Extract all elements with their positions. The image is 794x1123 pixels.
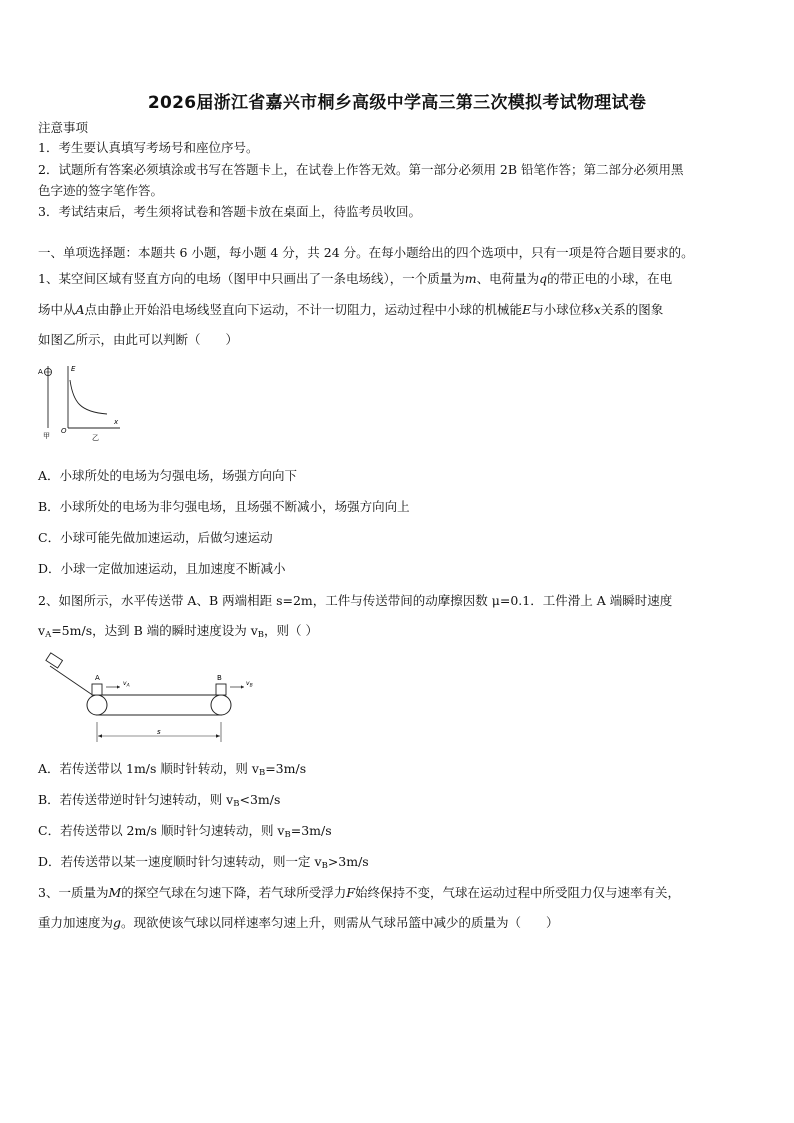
q1-text: 的带正电的小球，在电 — [547, 271, 673, 286]
q2-option-c — [38, 822, 760, 840]
incline-ramp — [50, 666, 94, 696]
block-a — [92, 684, 102, 695]
q1-text: 场中从 — [38, 302, 76, 317]
fig1-label-A: A — [38, 368, 43, 376]
q1-option-a: A．小球所处的电场为匀强电场，场强方向向下 — [38, 468, 298, 483]
fig2-label-A: A — [95, 674, 100, 682]
q2-option-b — [38, 791, 760, 809]
q2-text: ，则（ ） — [264, 623, 319, 638]
q2-sub: A — [45, 630, 52, 640]
q3-text: 的探空气球在匀速下降，若气球所受浮力 — [121, 885, 347, 900]
page-title: 2026届浙江省嘉兴市桐乡高级中学高三第三次模拟考试物理试卷 — [147, 93, 647, 113]
q1-line-2 — [38, 301, 760, 319]
q1-line-1 — [38, 270, 760, 288]
q1-var-m: m — [464, 271, 477, 286]
q1-option-b: B．小球所处的电场为非匀强电场，且场强不断减小，场强方向向上 — [38, 499, 410, 514]
q2-option-c-tail: =3m/s — [290, 823, 332, 838]
q3-var-F: F — [346, 885, 355, 900]
q3-text: 。现欲使该气球以同样速率匀速上升，则需从气球吊篮中减少的质量为（ ） — [121, 915, 559, 930]
q1-text: 1、某空间区域有竖直方向的电场（图甲中只画出了一条电场线），一个质量为 — [38, 271, 465, 286]
q2-text: =5m/s，达到 B 端的瞬时速度设为 v — [51, 623, 258, 638]
q3-line-2 — [38, 914, 760, 932]
notice-heading: 注意事项 — [38, 120, 89, 135]
notice-item-3: 3．考试结束后，考生须将试卷和答题卡放在桌面上，待监考员收回。 — [38, 204, 421, 219]
q2-option-d-tail: >3m/s — [327, 854, 369, 869]
q2-text: v — [38, 623, 46, 638]
workpiece-icon — [46, 653, 63, 668]
q1-option-c: C．小球可能先做加速运动，后做匀速运动 — [38, 530, 273, 545]
q2-option-b-tail: <3m/s — [239, 792, 281, 807]
fig1-label-O: O — [61, 427, 67, 435]
q1-option-d: D．小球一定做加速运动，且加速度不断减小 — [38, 561, 286, 576]
q2-line-2 — [38, 622, 760, 640]
q2-option-c-sub: B — [284, 830, 291, 840]
q1-var-q: q — [539, 271, 548, 286]
q3-text: 3、一质量为 — [38, 885, 109, 900]
q1-line-3: 如图乙所示，由此可以判断（ ） — [38, 332, 239, 347]
q2-option-d-sub: B — [321, 861, 328, 871]
fig2-label-B: B — [217, 674, 222, 682]
q3-text: 重力加速度为 — [38, 915, 114, 930]
q2-option-c-text: C．若传送带以 2m/s 顺时针匀速转动，则 v — [38, 823, 285, 838]
q2-option-b-text: B．若传送带逆时针匀速转动，则 v — [38, 792, 234, 807]
q3-text: 始终保持不变，气球在运动过程中所受阻力仅与速率有关， — [354, 885, 680, 900]
section-heading: 一、单项选择题：本题共 6 小题，每小题 4 分，共 24 分。在每小题给出的四个选项中，只有一项是符合题目要求的。 — [38, 245, 694, 260]
q2-option-a-text: A．若传送带以 1m/s 顺时针转动，则 v — [38, 761, 259, 776]
q3-line-1 — [38, 884, 760, 902]
fig2-label-s: s — [157, 728, 161, 736]
q1-var-E: E — [522, 302, 532, 317]
block-b — [216, 684, 226, 695]
q2-option-d — [38, 853, 760, 871]
notice-item-2-cont: 色字迹的签字笔作答。 — [38, 183, 164, 198]
notice-item-1: 1．考生要认真填写考场号和座位序号。 — [38, 140, 259, 155]
q2-option-b-sub: B — [233, 799, 240, 809]
notice-item-2: 2．试题所有答案必须填涂或书写在答题卡上，在试卷上作答无效。第一部分必须用 2B 铅笔作答；第二部分必须用黑 — [38, 162, 684, 177]
q2-option-a — [38, 760, 760, 778]
q1-text: 、电荷量为 — [476, 271, 540, 286]
q1-text: 与小球位移 — [531, 302, 594, 317]
q3-var-M: M — [108, 885, 122, 900]
q2-option-d-text: D．若传送带以某一速度顺时针匀速转动，则一定 v — [38, 854, 322, 869]
q1-figure — [36, 362, 126, 444]
q2-figure — [38, 652, 268, 744]
q1-var-A: A — [75, 302, 85, 317]
q1-text: 关系的图象 — [600, 302, 664, 317]
q1-text: 点由静止开始沿电场线竖直向下运动，不计一切阻力，运动过程中小球的机械能 — [84, 302, 523, 317]
left-roller-icon — [87, 695, 107, 715]
q2-sub: B — [257, 630, 265, 640]
fig1-label-yi: 乙 — [92, 434, 99, 442]
q3-var-g: g — [113, 915, 122, 930]
right-roller-icon — [211, 695, 231, 715]
fig2-label-vB: $v_B$ — [246, 680, 253, 689]
q2-line-1: 2、如图所示，水平传送带 A、B 两端相距 s=2m，工件与传送带间的动摩擦因数 μ=0.1．工件滑上 A 端瞬时速度 — [38, 593, 673, 608]
fig1-label-x: x — [114, 418, 119, 426]
fig1-label-E: E — [71, 365, 76, 373]
fig1-energy-curve — [70, 380, 107, 414]
fig1-label-jia: 甲 — [43, 432, 50, 440]
q2-option-a-sub: B — [258, 768, 266, 778]
q1-var-x: x — [593, 302, 601, 317]
fig2-label-vA: $v_A$ — [123, 680, 130, 689]
q2-option-a-tail: =3m/s — [265, 761, 307, 776]
